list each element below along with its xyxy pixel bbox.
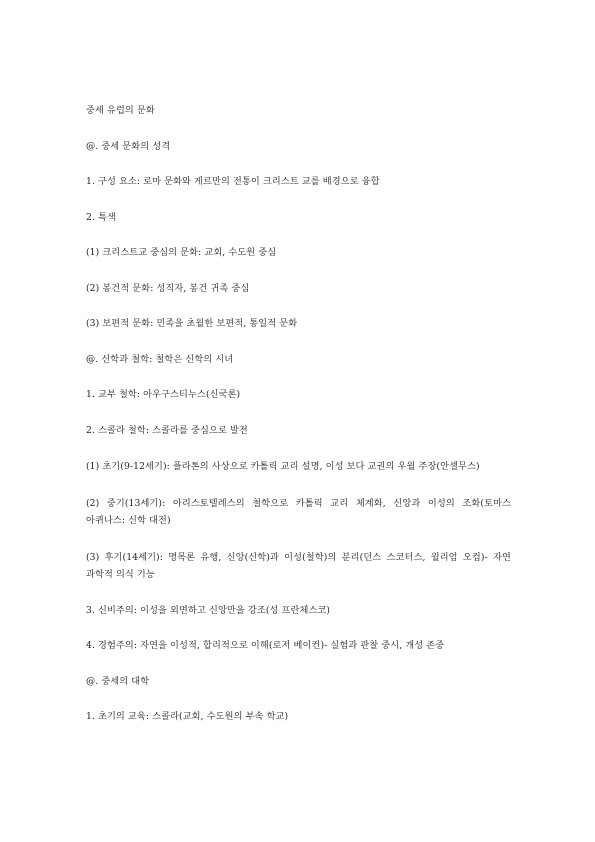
paragraph-christian-culture: (1) 크리스트교 중심의 문화: 교회, 수도원 중심 bbox=[86, 247, 277, 258]
paragraph-scholastic-philosophy: 2. 스콜라 철학: 스콜라를 중심으로 발전 bbox=[86, 424, 248, 436]
paragraph-early-period: (1) 초기(9-12세기): 플라톤의 사상으로 카톨릭 교리 설명, 이성 보다 교권의 우월 주장(안셀무스) bbox=[86, 461, 480, 472]
paragraph-empiricism: 4. 경험주의: 자연을 이성적, 합리적으로 이해(로저 베이컨)- 실험과 관찰 중시, 개성 존중 bbox=[86, 640, 445, 651]
document-title: 중세 유럽의 문화 bbox=[86, 105, 155, 116]
section-heading-theology: @. 신학과 철학: 철학은 신학의 시녀 bbox=[86, 353, 234, 365]
paragraph-early-education: 1. 초기의 교육: 스콜라(교회, 수도원의 부속 학교) bbox=[86, 711, 289, 722]
section-heading-character: @. 중세 문화의 성격 bbox=[86, 140, 171, 152]
section-heading-university: @. 중세의 대학 bbox=[86, 675, 150, 687]
paragraph-composition: 1. 구성 요소: 로마 문화와 게르만의 전통이 크리스트 교를 배경으로 융합 bbox=[86, 176, 380, 187]
paragraph-feudal-culture: (2) 봉건적 문화: 성직자, 봉건 귀족 중심 bbox=[86, 282, 250, 294]
paragraph-features: 2. 특색 bbox=[86, 211, 116, 223]
paragraph-universal-culture: (3) 보편적 문화: 민족을 초월한 보편적, 통일적 문화 bbox=[86, 318, 298, 329]
paragraph-late-period: (3) 후기(14세기): 명목론 유행, 신앙(신학)과 이성(철학)의 분리(던스 스코터스, 윌리엄 오컴)- 자연 과학적 의식 기능 bbox=[86, 551, 511, 580]
paragraph-patristic-philosophy: 1. 교부 철학: 아우구스티누스(신국론) bbox=[86, 389, 241, 400]
document-body bbox=[86, 103, 511, 745]
paragraph-middle-period: (2) 중기(13세기): 아리스토텔레스의 철학으로 카톨릭 교리 체계화, 신앙과 이성의 조화(토마스 아퀴나스: 신학 대전) bbox=[86, 497, 511, 526]
paragraph-mysticism: 3. 신비주의: 이성을 외면하고 신앙만을 강조(성 프란체스코) bbox=[86, 604, 331, 616]
